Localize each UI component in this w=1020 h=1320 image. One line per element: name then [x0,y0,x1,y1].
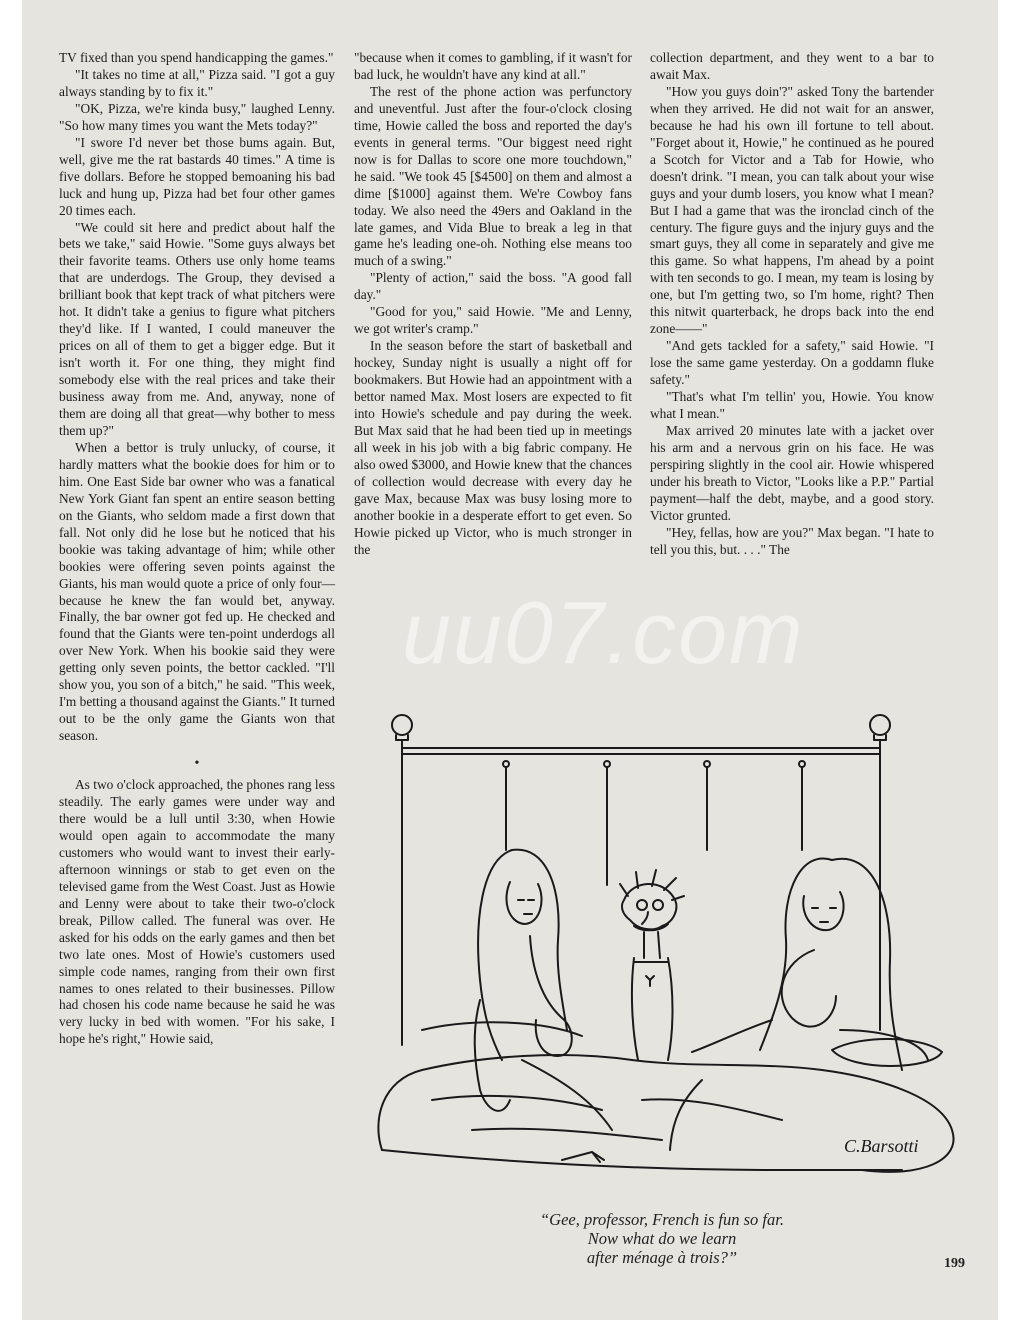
bed-headboard [392,715,890,1045]
paragraph: "And gets tackled for a safety," said Howie. "I lose the same game yesterday. On a goddamn fluke safety." [650,338,934,388]
magazine-page [22,0,998,1320]
cartoon-caption [452,1210,872,1267]
paragraph: "because when it comes to gambling, if it wasn't for bad luck, he wouldn't have any kind at all." [354,50,632,82]
paragraph: "We could sit here and predict about half the bets we take," said Howie. "Some guys always bet their favorite teams. Others use only home teams that are underdogs. The Group, they devised a brilliant book that kept track of what pitchers were hot. It didn't take a genius to figure what pitchers they'd like. If I wanted, I could maneuver the prices on all of them to get a bigger edge. But it isn't worth it. For one thing, they might find somebody else with the real prices and take their business away from me. And, anyway, none of them are doing all that great—why bother to mess them up?" [59,219,335,438]
paragraph: "It takes no time at all," Pizza said. "I got a guy always standing by to fix it." [59,66,335,99]
caption-line: Now what do we learn [587,1229,737,1248]
paragraph: "Plenty of action," said the boss. "A good fall day." [354,270,632,303]
text-column-1 [59,50,335,1048]
page-number: 199 [944,1256,965,1271]
paragraph: "How you guys doin'?" asked Tony the bartender when they arrived. He did not wait for an answer, because he had his own ill fortune to tell about. "Forget about it, Howie," he continued as he poured a Scotch for Victor and a Tab for Howie, who doesn't drink. "I mean, you can talk about your wise guys and your dumb losers, you know what I mean? But I had a game that was the ironclad cinch of the century. The figure guys and the injury guys and the smart guys, they all come in separately and give me this game. So what happens, I'm ahead by a point with ten seconds to go. I mean, my team is losing by one, but I'm getting two, so I'm home, right? Then this nitwit quarterback, he drops back into the end zone——" [650,83,934,337]
paragraph: "I swore I'd never bet those bums again. But, well, give me the rat bastards 40 times." A time is five dollars. Before he stopped bemoaning his bad luck and hung up, Pizza had bet four other games 20 times each. [59,134,335,218]
watermark: uu07.com [402,583,805,682]
paragraph: collection department, and they went to a bar to await Max. [650,50,934,82]
paragraph: "Good for you," said Howie. "Me and Lenny, we got writer's cramp." [354,304,632,337]
caption-line: after ménage à trois?” [586,1248,738,1267]
artist-signature: C.Barsotti [844,1136,919,1156]
section-break-bullet: • [194,756,200,772]
paragraph: As two o'clock approached, the phones rang less steadily. The early games were under way and there would be a lull until 3:30, when Howie would open again to accommodate the many customers who would want to invest their early-afternoon winnings or stab to get even on the televised game from the West Coast. Just as Howie and Lenny were about to take their two-o'clock break, Pillow called. The funeral was over. He asked for his odds on the early games and then bet two late ones. Most of Howie's customers used simple code names, ranging from their own first names to ones related to their businesses. Pillow had chosen his code name because he said he was very lucky in bed with women. "For his sake, I hope he's right," Howie said, [59,777,335,1047]
paragraph: TV fixed than you spend handicapping the games." [59,50,334,65]
paragraph: "Hey, fellas, how are you?" Max began. "I hate to tell you this, but. . . ." The [650,524,934,557]
left-woman-figure [475,850,572,1111]
caption-line: “Gee, professor, French is fun so far. [540,1210,784,1229]
paragraph: In the season before the start of basketball and hockey, Sunday night is usually a night off for bookmakers. But Howie had an appointment with a bettor named Max. Most losers are expected to fit into Howie's schedule and pay during the week. But Max said that he had been tied up in meetings all week in his job with a big fabric company. He also owed $3000, and Howie knew that the chances of collection would decrease with every day he gave Max, because Max was busy losing more to another bookie in a desperate effort to get even. So Howie picked up Victor, who is much stronger in the [354,338,632,557]
text-column-2 [354,50,632,559]
paragraph: When a bettor is truly unlucky, of course, it hardly matters what the bookie does for him or to him. One East Side bar owner who was a fanatical New York Giant fan spent an entire season betting on the Giants, who seldom made a first down that fall. Not only did he lose but he noticed that his bookie was taking advantage of him; while other bookies were offering seven points against the Giants, his man would quote a price of only four—because he knew the fan would bet, anyway. Finally, the bar owner got fed up. He checked and found that the Giants were ten-point underdogs all over New York. When his bookie said they were getting only seven points, the bettor cackled. "I'll show you, you son of a bitch," he said. "This week, I'm betting a thousand against the Giants." It turned out to be the only game the Giants won that season. [59,439,336,744]
cartoon-illustration [362,700,962,1200]
paragraph: Max arrived 20 minutes late with a jacket over his arm and a nervous grin on his face. He was perspiring slightly in the cool air. Howie whispered under his breath to Victor, "Looks like a P.P." Partial payment—half the debt, maybe, and a good story. Victor grunted. [650,422,934,523]
paragraph: The rest of the phone action was perfunctory and uneventful. Just after the four-o'clock closing time, Howie called the boss and reported the day's events in general terms. "Our biggest need right now is for Dallas to score one more touchdown," he said. "We took 45 [$4500] on them and almost a dime [$1000] against them. We're Cowboy fans today. We also need the 49ers and Oakland in the late games, and Vida Blue to break a leg in that game he's leading one-oh. Nothing else means too much of a swing." [354,83,632,269]
paragraph: "That's what I'm tellin' you, Howie. You know what I mean." [650,389,934,422]
paragraph: "OK, Pizza, we're kinda busy," laughed Lenny. "So how many times you want the Mets today?" [59,100,335,133]
text-column-3 [650,50,934,559]
professor-figure [620,870,684,1060]
